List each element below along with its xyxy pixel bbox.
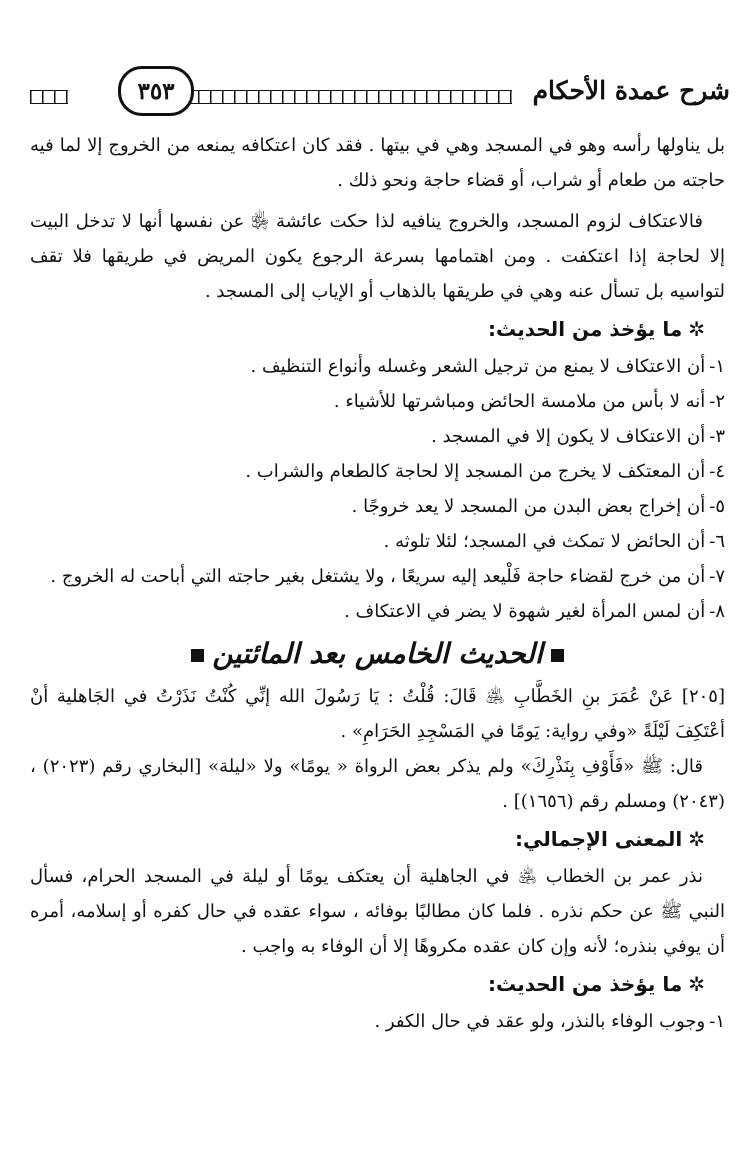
lessons-list-2 — [30, 1004, 725, 1039]
star-icon: ✲ — [688, 827, 705, 851]
star-icon: ✲ — [688, 972, 705, 996]
list-item: ٨-أن لمس المرأة لغير شهوة لا يضر في الاعتكاف . — [344, 601, 725, 622]
book-title: شرح عمدة الأحكام — [532, 76, 730, 105]
list-item: ٤-أن المعتكف لا يخرج من المسجد إلا لحاجة كالطعام والشراب . — [245, 461, 725, 482]
section-heading-meaning: ✲المعنى الإجمالي: — [514, 827, 705, 851]
paragraph-continuation: بل يناولها رأسه وهو في المسجد وهي في بيتها . فقد كان اعتكافه يمنعه من الخروج إلا لما فيه حاجته من طعام أو شراب، أو قضاء حاجة ونحو ذلك . — [30, 135, 725, 191]
page-body — [30, 128, 725, 1039]
list-item: ٥-أن إخراج بعض البدن من المسجد لا يعد خروجًا . — [351, 496, 725, 517]
section-heading-lessons: ✲ما يؤخذ من الحديث: — [488, 317, 705, 341]
header-ornament-end — [30, 90, 68, 104]
list-item: ٦-أن الحائض لا تمكث في المسجد؛ لئلا تلوثه . — [383, 531, 725, 552]
paragraph-itikaf: فالاعتكاف لزوم المسجد، والخروج ينافيه لذا حكت عائشة ﵂ عن نفسها أنها لا تدخل البيت إلا لحاجة إذا اعتكفت . ومن اهتمامها بسرعة الرجوع يكون المريض في طريقها فلا تقف لتواسيه بل تسأل عنه وهي في طريقها بالذهاب أو الإياب إلى المسجد . — [30, 211, 725, 302]
list-item: ١-أن الاعتكاف لا يمنع من ترجيل الشعر وغسله وأنواع التنظيف . — [250, 356, 725, 377]
list-item: ١-وجوب الوفاء بالنذر، ولو عقد في حال الكفر . — [374, 1011, 725, 1032]
hadith-reference: قال: ﷺ «فَأَوْفِ بِنَذْرِكَ» ولم يذكر بعض الرواة « يومًا» ولا «ليلة» [البخاري رقم (٢٠٢٣) ، (٢٠٤٣) ومسلم رقم (١٦٥٦)] . — [30, 756, 725, 812]
lessons-list — [30, 349, 725, 629]
list-item: ٧-أن من خرج لقضاء حاجة فَلْيعد إليه سريعًا ، ولا يشتغل بغير حاجته التي أباحت له الخروج . — [50, 566, 725, 587]
square-bullet-icon — [191, 649, 204, 662]
list-item: ٣-أن الاعتكاف لا يكون إلا في المسجد . — [431, 426, 725, 447]
hadith-title: الحديث الخامس بعد المائتين — [30, 629, 725, 679]
page-header — [30, 62, 730, 126]
page-number: ٣٥٣ — [118, 66, 194, 116]
section-heading-lessons-2: ✲ما يؤخذ من الحديث: — [488, 972, 705, 996]
list-item: ٢-أنه لا بأس من ملامسة الحائض ومباشرتها للأشياء . — [333, 391, 725, 412]
header-ornament — [186, 90, 512, 104]
paragraph-meaning: نذر عمر بن الخطاب ﵁ في الجاهلية أن يعتكف يومًا أو ليلة في المسجد الحرام، فسأل النبي ﷺ عن حكم نذره . فلما كان مطالبًا بوفائه ، سواء عقده في حال كفره أو إسلامه، أمره أن يوفي بنذره؛ لأنه وإن كان عقده مكروهًا إلا أن الوفاء به واجب . — [30, 866, 725, 957]
star-icon: ✲ — [688, 317, 705, 341]
square-bullet-icon — [551, 649, 564, 662]
hadith-text: [٢٠٥] عَنْ عُمَرَ بنِ الخَطَّابِ ﵁ قَالَ: قُلْتُ : يَا رَسُولَ الله إنِّي كُنْتُ نَذَرْتُ في الجَاهلية أنْ أعْتَكِفَ لَيْلَةً «وفي رواية: يَومًا في المَسْجِدِ الحَرَامِ» . — [30, 686, 725, 742]
